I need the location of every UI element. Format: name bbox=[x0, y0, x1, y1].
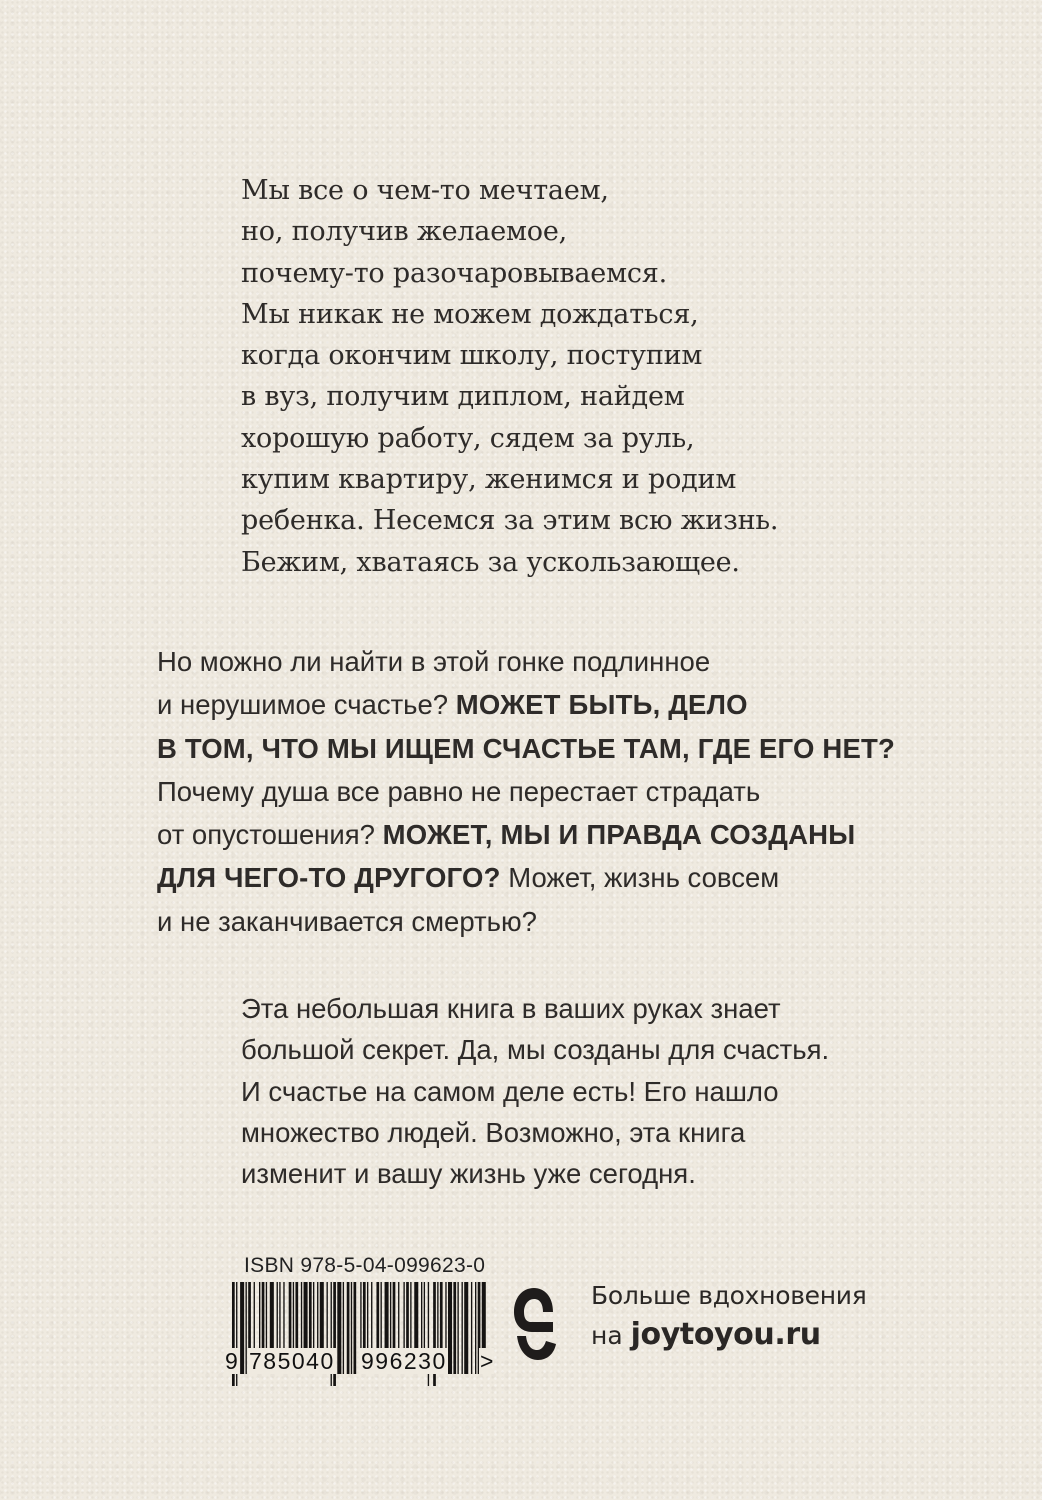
question-emphasis: ДЛЯ ЧЕГО-ТО ДРУГОГО? bbox=[157, 862, 501, 894]
intro-poem bbox=[241, 170, 881, 583]
closing-line: Эта небольшая книга в ваших руках знает bbox=[241, 993, 781, 1024]
poem-line: хорошую работу, сядем за руль, bbox=[241, 422, 695, 454]
publisher-e-logo-icon bbox=[509, 1282, 559, 1364]
closing-line: множество людей. Возможно, эта книга bbox=[241, 1116, 746, 1148]
barcode-bar bbox=[448, 1282, 452, 1374]
question-emphasis: В ТОМ, ЧТО МЫ ИЩЕМ СЧАСТЬЕ ТАМ, ГДЕ ЕГО НЕТ? bbox=[157, 732, 895, 764]
poem-line: но, получив желаемое, bbox=[241, 216, 567, 248]
poem-line: в вуз, получим диплом, найдем bbox=[241, 381, 685, 413]
question-line: и не заканчивается смертью? bbox=[157, 905, 537, 937]
isbn-label: ISBN 978-5-04-099623-0 bbox=[244, 1254, 486, 1277]
question-emphasis: МОЖЕТ БЫТЬ, ДЕЛО bbox=[455, 689, 748, 721]
promo-block bbox=[591, 1278, 866, 1357]
question-line bbox=[157, 856, 1017, 899]
promo-prefix: на bbox=[591, 1321, 631, 1350]
poem-line: когда окончим школу, поступим bbox=[241, 340, 703, 372]
barcode-bar bbox=[347, 1282, 350, 1374]
barcode-bar bbox=[351, 1282, 352, 1374]
poem-line: почему-то разочаровываемся. bbox=[241, 257, 668, 289]
promo-tagline: Больше вдохновения bbox=[591, 1281, 867, 1310]
barcode-digit-group: 996230 bbox=[361, 1348, 447, 1374]
question-text: и нерушимое счастье? bbox=[157, 689, 456, 721]
barcode-digit-group: 785040 bbox=[249, 1348, 335, 1374]
poem-line: купим квартиру, женимся и родим bbox=[241, 464, 737, 496]
closing-line: И счастье на самом деле есть! Его нашло bbox=[241, 1075, 779, 1107]
barcode-bar bbox=[240, 1282, 244, 1374]
poem-line: ребенка. Несемся за этим всю жизнь. bbox=[241, 505, 779, 537]
question-text: Может, жизнь совсем bbox=[500, 862, 780, 894]
barcode-bar bbox=[462, 1282, 463, 1374]
barcode-quiet-zone-mark: > bbox=[480, 1348, 494, 1374]
question-paragraph bbox=[157, 640, 1017, 943]
promo-site-line bbox=[591, 1314, 866, 1357]
barcode-bar bbox=[457, 1282, 458, 1374]
barcode-bar bbox=[453, 1282, 456, 1374]
poem-line: Мы все о чем-то мечтаем, bbox=[241, 175, 609, 206]
barcode-bar bbox=[471, 1282, 472, 1374]
question-line bbox=[157, 683, 1017, 726]
barcode-lead-digit: 9 bbox=[225, 1348, 238, 1374]
barcode-bar bbox=[464, 1282, 468, 1374]
poem-line: Бежим, хватаясь за ускользающее. bbox=[241, 546, 740, 578]
question-line: Почему душа все равно не перестает страдать bbox=[157, 775, 761, 807]
barcode-bar bbox=[246, 1282, 247, 1374]
question-line bbox=[157, 727, 1017, 770]
closing-paragraph bbox=[241, 988, 941, 1194]
question-text: от опустошения? bbox=[157, 819, 383, 851]
question-emphasis: МОЖЕТ, МЫ И ПРАВДА СОЗДАНЫ bbox=[382, 819, 856, 851]
barcode-bar bbox=[337, 1282, 341, 1374]
closing-line: большой секрет. Да, мы созданы для счастья. bbox=[241, 1034, 830, 1066]
question-line: Но можно ли найти в этой гонке подлинное bbox=[157, 646, 711, 677]
barcode-bar bbox=[354, 1282, 357, 1374]
question-line bbox=[157, 813, 1017, 856]
closing-line: изменит и вашу жизнь уже сегодня. bbox=[241, 1158, 696, 1190]
barcode-bar bbox=[343, 1282, 344, 1374]
barcode-bar bbox=[475, 1282, 476, 1374]
website-link[interactable]: joytoyou.ru bbox=[630, 1317, 821, 1352]
poem-line: Мы никак не можем дождаться, bbox=[241, 298, 699, 330]
